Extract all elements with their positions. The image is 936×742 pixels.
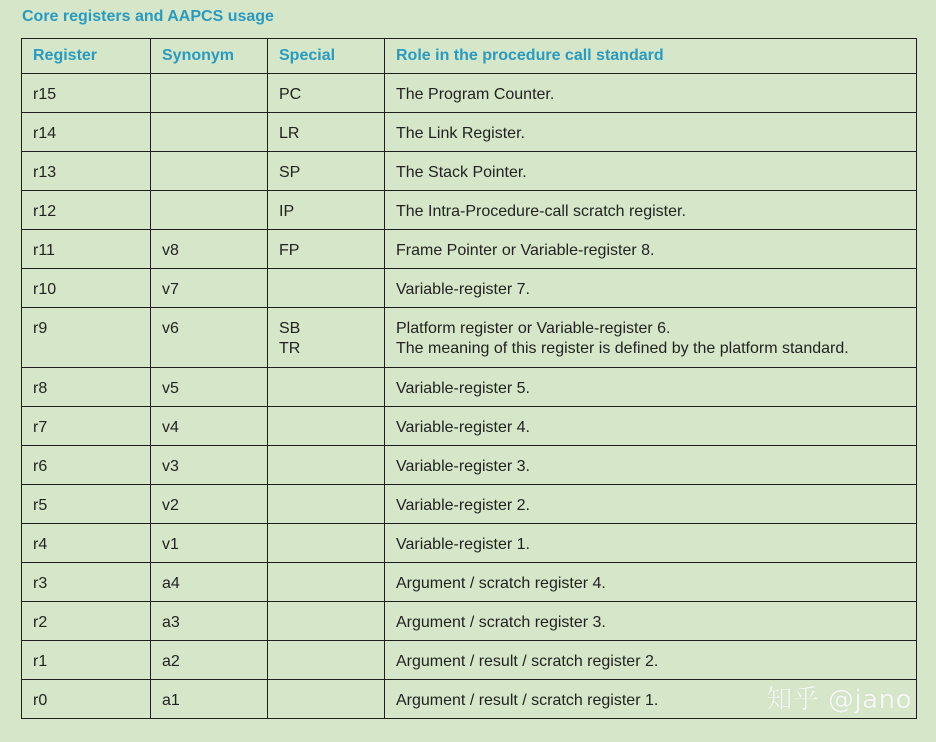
cell-role [385, 308, 917, 368]
cell-special [268, 230, 385, 269]
cell-role [385, 641, 917, 680]
cell-role [385, 407, 917, 446]
role-text: Variable-register 5. [396, 380, 530, 397]
special-value: TR [279, 340, 301, 357]
cell-register: r6 [22, 446, 151, 485]
table-row [22, 641, 917, 680]
cell-synonym [151, 152, 268, 191]
cell-special [268, 191, 385, 230]
cell-register: r1 [22, 641, 151, 680]
registers-table [21, 38, 917, 719]
cell-register: r15 [22, 74, 151, 113]
table-row [22, 191, 917, 230]
table-row [22, 230, 917, 269]
special-value: PC [279, 86, 302, 103]
cell-register: r11 [22, 230, 151, 269]
cell-synonym [151, 74, 268, 113]
role-text: The Stack Pointer. [396, 164, 527, 181]
cell-role [385, 524, 917, 563]
special-value: IP [279, 203, 295, 220]
table-row [22, 446, 917, 485]
table-row [22, 524, 917, 563]
cell-role [385, 74, 917, 113]
cell-special [268, 602, 385, 641]
cell-register: r7 [22, 407, 151, 446]
cell-synonym: a4 [151, 563, 268, 602]
role-text: Argument / scratch register 3. [396, 614, 606, 631]
role-text: Variable-register 2. [396, 497, 530, 514]
cell-register: r13 [22, 152, 151, 191]
role-text: The Program Counter. [396, 86, 555, 103]
cell-role [385, 368, 917, 407]
cell-synonym: v6 [151, 308, 268, 368]
special-value: LR [279, 125, 300, 142]
role-text: The Intra-Procedure-call scratch register. [396, 203, 686, 220]
cell-role [385, 563, 917, 602]
table-row [22, 269, 917, 308]
table-row [22, 74, 917, 113]
cell-special [268, 446, 385, 485]
role-text: The meaning of this register is defined by the platform standard. [396, 340, 849, 357]
header-role: Role in the procedure call standard [385, 39, 917, 74]
table-row [22, 563, 917, 602]
cell-synonym: v2 [151, 485, 268, 524]
cell-synonym [151, 113, 268, 152]
cell-synonym: a1 [151, 680, 268, 719]
cell-special [268, 485, 385, 524]
cell-synonym: v5 [151, 368, 268, 407]
cell-register: r0 [22, 680, 151, 719]
table-row [22, 113, 917, 152]
header-register: Register [22, 39, 151, 74]
cell-register: r10 [22, 269, 151, 308]
cell-role [385, 152, 917, 191]
cell-register: r5 [22, 485, 151, 524]
role-text: Frame Pointer or Variable-register 8. [396, 242, 655, 259]
role-text: Variable-register 4. [396, 419, 530, 436]
cell-synonym: v7 [151, 269, 268, 308]
cell-special [268, 563, 385, 602]
role-text: Argument / result / scratch register 1. [396, 692, 659, 709]
cell-synonym: a2 [151, 641, 268, 680]
cell-special [268, 641, 385, 680]
role-text: Argument / result / scratch register 2. [396, 653, 659, 670]
role-text: Variable-register 7. [396, 281, 530, 298]
cell-special [268, 407, 385, 446]
cell-special [268, 368, 385, 407]
cell-role [385, 113, 917, 152]
cell-synonym: v8 [151, 230, 268, 269]
cell-special [268, 524, 385, 563]
header-special: Special [268, 39, 385, 74]
role-text: Variable-register 3. [396, 458, 530, 475]
table-row [22, 308, 917, 368]
role-text: The Link Register. [396, 125, 525, 142]
cell-register: r14 [22, 113, 151, 152]
table-row [22, 602, 917, 641]
watermark: 知乎 @jano [766, 685, 912, 715]
table-row [22, 407, 917, 446]
cell-role [385, 191, 917, 230]
cell-synonym: v1 [151, 524, 268, 563]
role-text: Argument / scratch register 4. [396, 575, 606, 592]
cell-special [268, 680, 385, 719]
special-value: SP [279, 164, 301, 181]
table-header-row [22, 39, 917, 74]
table-row [22, 485, 917, 524]
cell-synonym: v3 [151, 446, 268, 485]
cell-synonym: v4 [151, 407, 268, 446]
table-title: Core registers and AAPCS usage [22, 8, 274, 25]
cell-special [268, 74, 385, 113]
cell-role [385, 485, 917, 524]
header-synonym: Synonym [151, 39, 268, 74]
table-row [22, 152, 917, 191]
cell-role [385, 269, 917, 308]
cell-register: r4 [22, 524, 151, 563]
role-text: Variable-register 1. [396, 536, 530, 553]
role-text: Platform register or Variable-register 6. [396, 320, 671, 337]
cell-special [268, 269, 385, 308]
cell-synonym: a3 [151, 602, 268, 641]
cell-register: r3 [22, 563, 151, 602]
cell-special [268, 152, 385, 191]
table-row [22, 368, 917, 407]
cell-register: r12 [22, 191, 151, 230]
cell-register: r8 [22, 368, 151, 407]
cell-role [385, 602, 917, 641]
cell-register: r9 [22, 308, 151, 368]
cell-register: r2 [22, 602, 151, 641]
cell-role [385, 446, 917, 485]
special-value: SB [279, 320, 301, 337]
cell-special [268, 308, 385, 368]
cell-synonym [151, 191, 268, 230]
cell-special [268, 113, 385, 152]
special-value: FP [279, 242, 300, 259]
cell-role [385, 230, 917, 269]
